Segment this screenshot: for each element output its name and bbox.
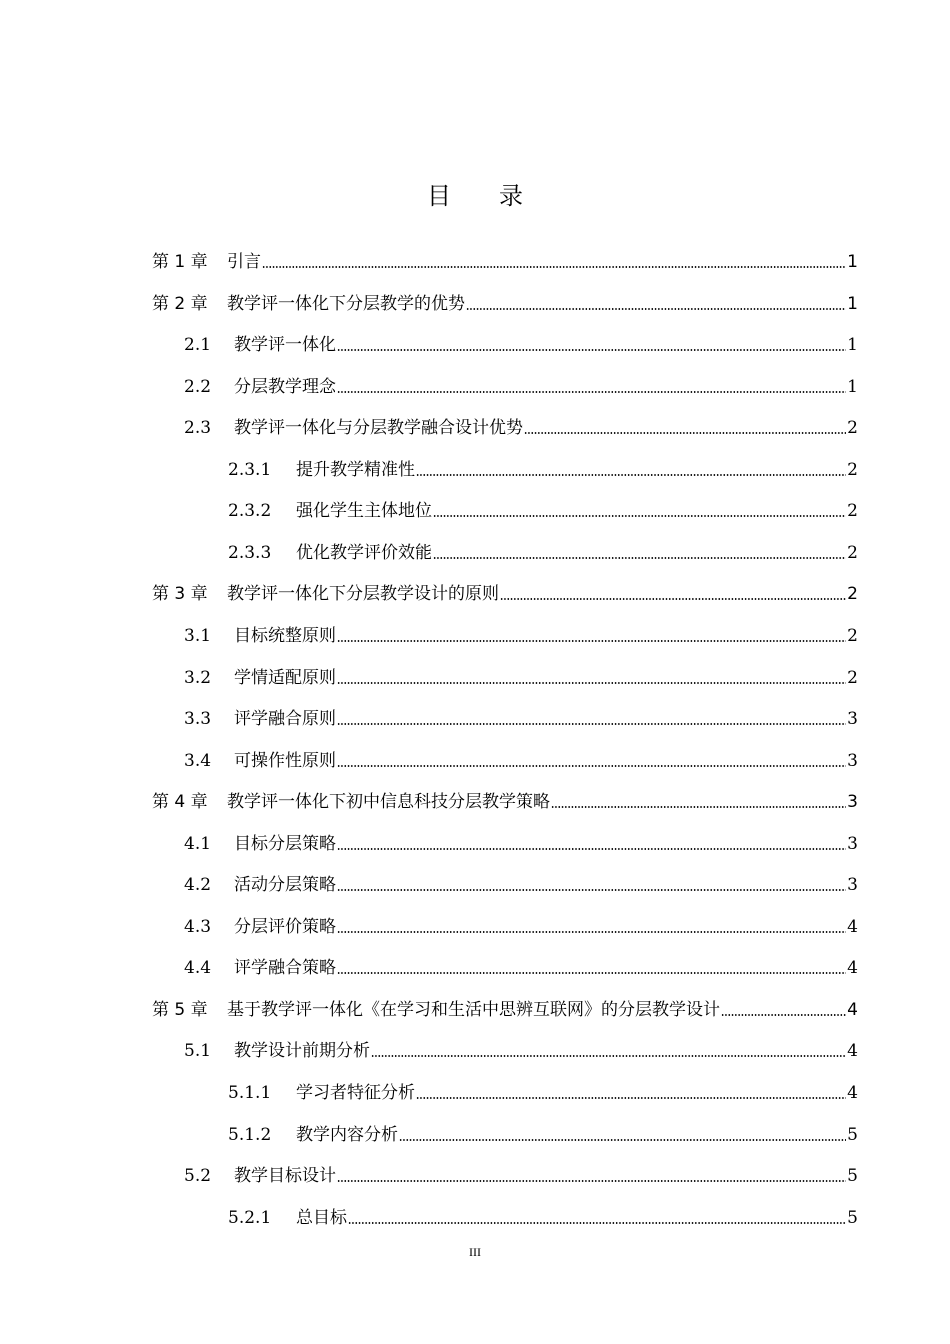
toc-entry[interactable] — [184, 373, 858, 397]
toc-entry[interactable] — [152, 290, 858, 314]
toc-entry-number: 5.2.1 — [228, 1207, 272, 1228]
toc-entry-title: 教学评一体化下初中信息科技分层教学策略 — [227, 792, 550, 813]
toc-entry-number: 3.3 — [184, 709, 212, 730]
toc-entry-number: 4.2 — [184, 875, 212, 896]
toc-dot-leader — [524, 432, 846, 434]
toc-entry-title: 目标分层策略 — [234, 833, 336, 854]
toc-entry-page: 4 — [847, 999, 858, 1020]
toc-entry-number: 第 3 章 — [152, 584, 208, 605]
toc-entry-number: 5.1 — [184, 1041, 212, 1062]
toc-entry-title: 提升教学精准性 — [296, 459, 415, 480]
toc-dot-leader — [551, 806, 846, 808]
toc-entry-page: 1 — [847, 293, 858, 314]
toc-dot-leader — [337, 848, 846, 850]
toc-entry-number: 4.3 — [184, 916, 212, 937]
toc-entry-title: 强化学生主体地位 — [296, 501, 432, 522]
toc-entry-page: 2 — [847, 501, 858, 522]
toc-entry-title: 分层评价策略 — [234, 916, 336, 937]
toc-entry-title: 目标统整原则 — [234, 625, 336, 646]
toc-dot-leader — [337, 349, 846, 351]
toc-entry[interactable] — [184, 1162, 858, 1186]
toc-entry[interactable] — [184, 871, 858, 895]
toc-dot-leader — [500, 598, 846, 600]
toc-entry-number: 2.3.1 — [228, 459, 272, 480]
toc-entry[interactable] — [228, 1121, 858, 1145]
toc-entry-number: 第 4 章 — [152, 792, 208, 813]
toc-entry-page: 2 — [847, 542, 858, 563]
page-title — [0, 176, 950, 211]
toc-dot-leader — [371, 1055, 846, 1057]
toc-dot-leader — [337, 889, 846, 891]
toc-entry[interactable] — [184, 331, 858, 355]
toc-entry-title: 活动分层策略 — [234, 875, 336, 896]
toc-entry-title: 教学内容分析 — [296, 1124, 398, 1145]
toc-entry-number: 5.2 — [184, 1166, 212, 1187]
toc-dot-leader — [262, 266, 846, 268]
toc-entry-page: 5 — [847, 1207, 858, 1228]
toc-dot-leader — [433, 515, 846, 517]
toc-entry[interactable] — [228, 1204, 858, 1228]
page-title-part2: 录 — [499, 182, 523, 210]
toc-entry[interactable] — [152, 248, 858, 272]
toc-entry-title: 教学评一体化下分层教学的优势 — [227, 293, 465, 314]
toc-entry-title: 学习者特征分析 — [296, 1083, 415, 1103]
toc-entry-title: 总目标 — [296, 1207, 347, 1228]
toc-entry-page: 1 — [847, 335, 858, 356]
toc-entry-title: 分层教学理念 — [234, 376, 336, 397]
toc-entry-title: 基于教学评一体化《在学习和生活中思辨互联网》的分层教学设计 — [227, 999, 720, 1020]
toc-entry[interactable] — [152, 788, 858, 812]
toc-entry-number: 5.1.1 — [228, 1083, 272, 1103]
toc-entry-page: 4 — [847, 958, 858, 979]
toc-entry-page: 3 — [847, 709, 858, 730]
toc-entry-title: 可操作性原则 — [234, 750, 336, 771]
toc-dot-leader — [348, 1222, 846, 1224]
toc-entry-number: 4.1 — [184, 833, 212, 854]
toc-dot-leader — [399, 1139, 846, 1141]
toc-dot-leader — [337, 972, 846, 974]
toc-entry-number: 2.3.2 — [228, 501, 272, 522]
toc-entry-number: 2.2 — [184, 376, 212, 397]
toc-dot-leader — [721, 1014, 846, 1016]
toc-dot-leader — [337, 1180, 846, 1182]
toc-entry-title: 教学评一体化下分层教学设计的原则 — [227, 584, 499, 605]
toc-dot-leader — [337, 723, 846, 725]
toc-entry-title: 教学评一体化 — [234, 335, 336, 356]
toc-entry[interactable] — [152, 996, 858, 1020]
toc-entry-title: 评学融合策略 — [234, 958, 336, 979]
toc-entry[interactable] — [228, 497, 858, 521]
toc-entry-number: 2.3.3 — [228, 542, 272, 563]
toc-dot-leader — [416, 1097, 846, 1099]
toc-entry[interactable] — [184, 954, 858, 978]
toc-entry-number: 3.4 — [184, 750, 212, 771]
toc-dot-leader — [337, 931, 846, 933]
toc-entry-title: 学情适配原则 — [234, 667, 336, 688]
page-footer-number: III — [469, 1245, 481, 1259]
toc-entry-number: 4.4 — [184, 958, 212, 979]
toc-entry-title: 引言 — [227, 252, 261, 272]
toc-entry[interactable] — [184, 414, 858, 438]
toc-entry[interactable] — [184, 747, 858, 771]
toc-entry-number: 第 2 章 — [152, 293, 208, 314]
toc-dot-leader — [337, 640, 846, 642]
toc-entry-number: 5.1.2 — [228, 1124, 272, 1145]
toc-entry-page: 5 — [847, 1124, 858, 1145]
toc-entry-number: 3.1 — [184, 625, 212, 646]
toc-entry-page: 3 — [847, 875, 858, 896]
toc-dot-leader — [337, 682, 846, 684]
toc-entry-number: 第 1 章 — [152, 252, 208, 272]
toc-entry-title: 教学目标设计 — [234, 1166, 336, 1187]
toc-entry-page: 4 — [847, 1041, 858, 1062]
toc-entry-title: 评学融合原则 — [234, 709, 336, 730]
page-title-part1: 目 — [427, 182, 451, 210]
toc-dot-leader — [416, 474, 846, 476]
toc-entry-page: 2 — [847, 625, 858, 646]
toc-entry-page: 3 — [847, 833, 858, 854]
toc-entry-page: 2 — [847, 418, 858, 439]
toc-entry[interactable] — [228, 1079, 858, 1103]
toc-entry[interactable] — [184, 1037, 858, 1061]
toc-entry-title: 教学设计前期分析 — [234, 1041, 370, 1062]
toc-entry-page: 3 — [847, 750, 858, 771]
toc-dot-leader — [466, 308, 846, 310]
toc-dot-leader — [337, 391, 846, 393]
toc-entry-title: 教学评一体化与分层教学融合设计优势 — [234, 418, 523, 439]
toc-entry-number: 2.1 — [184, 335, 212, 356]
toc-entry[interactable] — [184, 830, 858, 854]
toc-entry[interactable] — [184, 913, 858, 937]
toc-entry[interactable] — [228, 456, 858, 480]
toc-entry-page: 5 — [847, 1166, 858, 1187]
toc-entry[interactable] — [228, 539, 858, 563]
toc-entry-page: 2 — [847, 459, 858, 480]
toc-entry-page: 4 — [847, 1083, 858, 1103]
toc-dot-leader — [337, 765, 846, 767]
toc-entry-page: 4 — [847, 916, 858, 937]
toc-entry-number: 2.3 — [184, 418, 212, 439]
toc-entry-page: 1 — [847, 252, 858, 272]
toc-entry-number: 第 5 章 — [152, 999, 208, 1020]
toc-entry-title: 优化教学评价效能 — [296, 542, 432, 563]
toc-entry[interactable] — [152, 580, 858, 604]
toc-entry-page: 2 — [847, 584, 858, 605]
toc-entry-page: 2 — [847, 667, 858, 688]
toc-entry-number: 3.2 — [184, 667, 212, 688]
toc-entry[interactable] — [184, 664, 858, 688]
toc-entry[interactable] — [184, 705, 858, 729]
toc-entry-page: 3 — [847, 792, 858, 813]
toc-dot-leader — [433, 557, 846, 559]
toc-entry-page: 1 — [847, 376, 858, 397]
toc-entry[interactable] — [184, 622, 858, 646]
